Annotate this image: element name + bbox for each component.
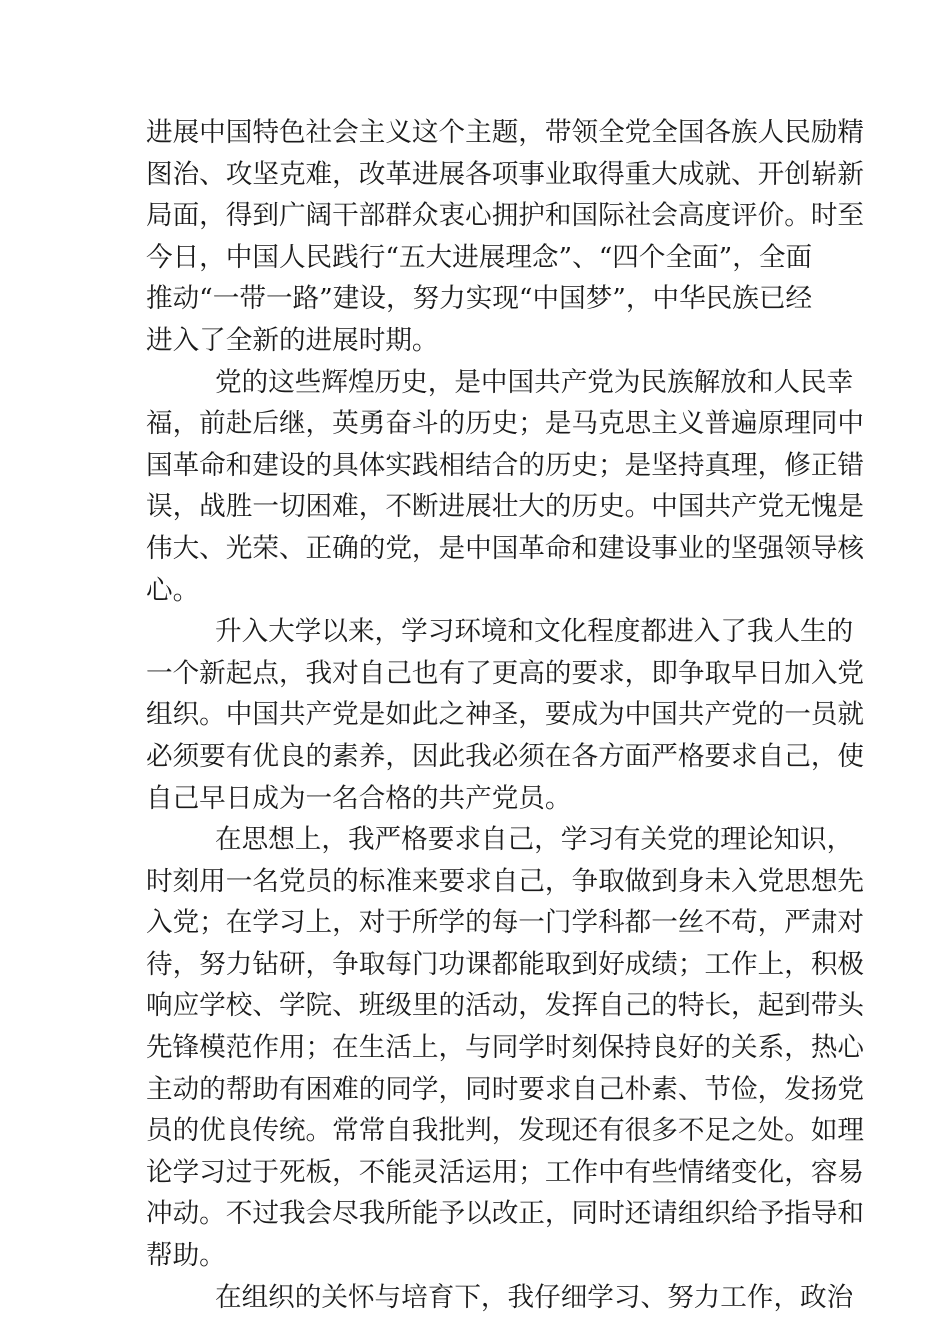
text-line: 进入了全新的进展时期。 — [146, 324, 439, 356]
text-line: 自己早日成为一名合格的共产党员。 — [146, 782, 572, 814]
text-line: 帮助。 — [146, 1240, 226, 1272]
text-line: 图治、攻坚克难，改革进展各项事业取得重大成就、开创崭新 — [146, 158, 865, 190]
text-line: 一个新起点，我对自己也有了更高的要求，即争取早日加入党 — [146, 657, 865, 689]
text-line: 主动的帮助有困难的同学，同时要求自己朴素、节俭，发扬党 — [146, 1073, 865, 1105]
text-line: 国革命和建设的具体实践相结合的历史；是坚持真理，修正错 — [146, 449, 865, 481]
text-line: 在思想上，我严格要求自己，学习有关党的理论知识， — [215, 824, 854, 856]
text-line: 今日，中国人民践行“五大进展理念”、“四个全面”，全面 — [146, 241, 813, 273]
text-line: 冲动。不过我会尽我所能予以改正，同时还请组织给予指导和 — [146, 1198, 865, 1230]
text-line: 升入大学以来，学习环境和文化程度都进入了我人生的 — [215, 616, 854, 648]
text-line: 在组织的关怀与培育下，我仔细学习、努力工作，政治 — [215, 1281, 854, 1313]
text-line: 组织。中国共产党是如此之神圣，要成为中国共产党的一员就 — [146, 699, 865, 731]
text-line: 论学习过于死板，不能灵活运用；工作中有些情绪变化，容易 — [146, 1156, 865, 1188]
text-line: 党的这些辉煌历史，是中国共产党为民族解放和人民幸 — [215, 366, 854, 398]
text-line: 响应学校、学院、班级里的活动，发挥自己的特长，起到带头 — [146, 990, 865, 1022]
text-line: 伟大、光荣、正确的党，是中国革命和建设事业的坚强领导核 — [146, 532, 865, 564]
document-body — [146, 112, 865, 1318]
text-line: 局面，得到广阔干部群众衷心拥护和国际社会高度评价。时至 — [146, 200, 865, 232]
paragraph — [146, 1277, 854, 1319]
paragraph — [146, 819, 865, 1277]
text-line: 待，努力钻研，争取每门功课都能取到好成绩；工作上，积极 — [146, 948, 865, 980]
text-line: 推动“一带一路”建设，努力实现“中国梦”，中华民族已经 — [146, 283, 813, 315]
text-line: 员的优良传统。常常自我批判，发现还有很多不足之处。如理 — [146, 1115, 865, 1147]
text-line: 进展中国特色社会主义这个主题，带领全党全国各族人民励精 — [146, 117, 865, 148]
text-line: 时刻用一名党员的标准来要求自己，争取做到身未入党思想先 — [146, 865, 865, 897]
paragraph — [146, 362, 865, 612]
text-line: 误，战胜一切困难，不断进展壮大的历史。中国共产党无愧是 — [146, 491, 865, 523]
paragraph — [146, 112, 865, 362]
text-line: 入党；在学习上，对于所学的每一门学科都一丝不苟，严肃对 — [146, 907, 865, 939]
text-line: 先锋模范作用；在生活上，与同学时刻保持良好的关系，热心 — [146, 1032, 865, 1064]
text-line: 必须要有优良的素养，因此我必须在各方面严格要求自己，使 — [146, 740, 865, 772]
text-line: 福，前赴后继，英勇奋斗的历史；是马克思主义普遍原理同中 — [146, 408, 865, 440]
text-line: 心。 — [146, 574, 200, 606]
paragraph — [146, 611, 865, 819]
